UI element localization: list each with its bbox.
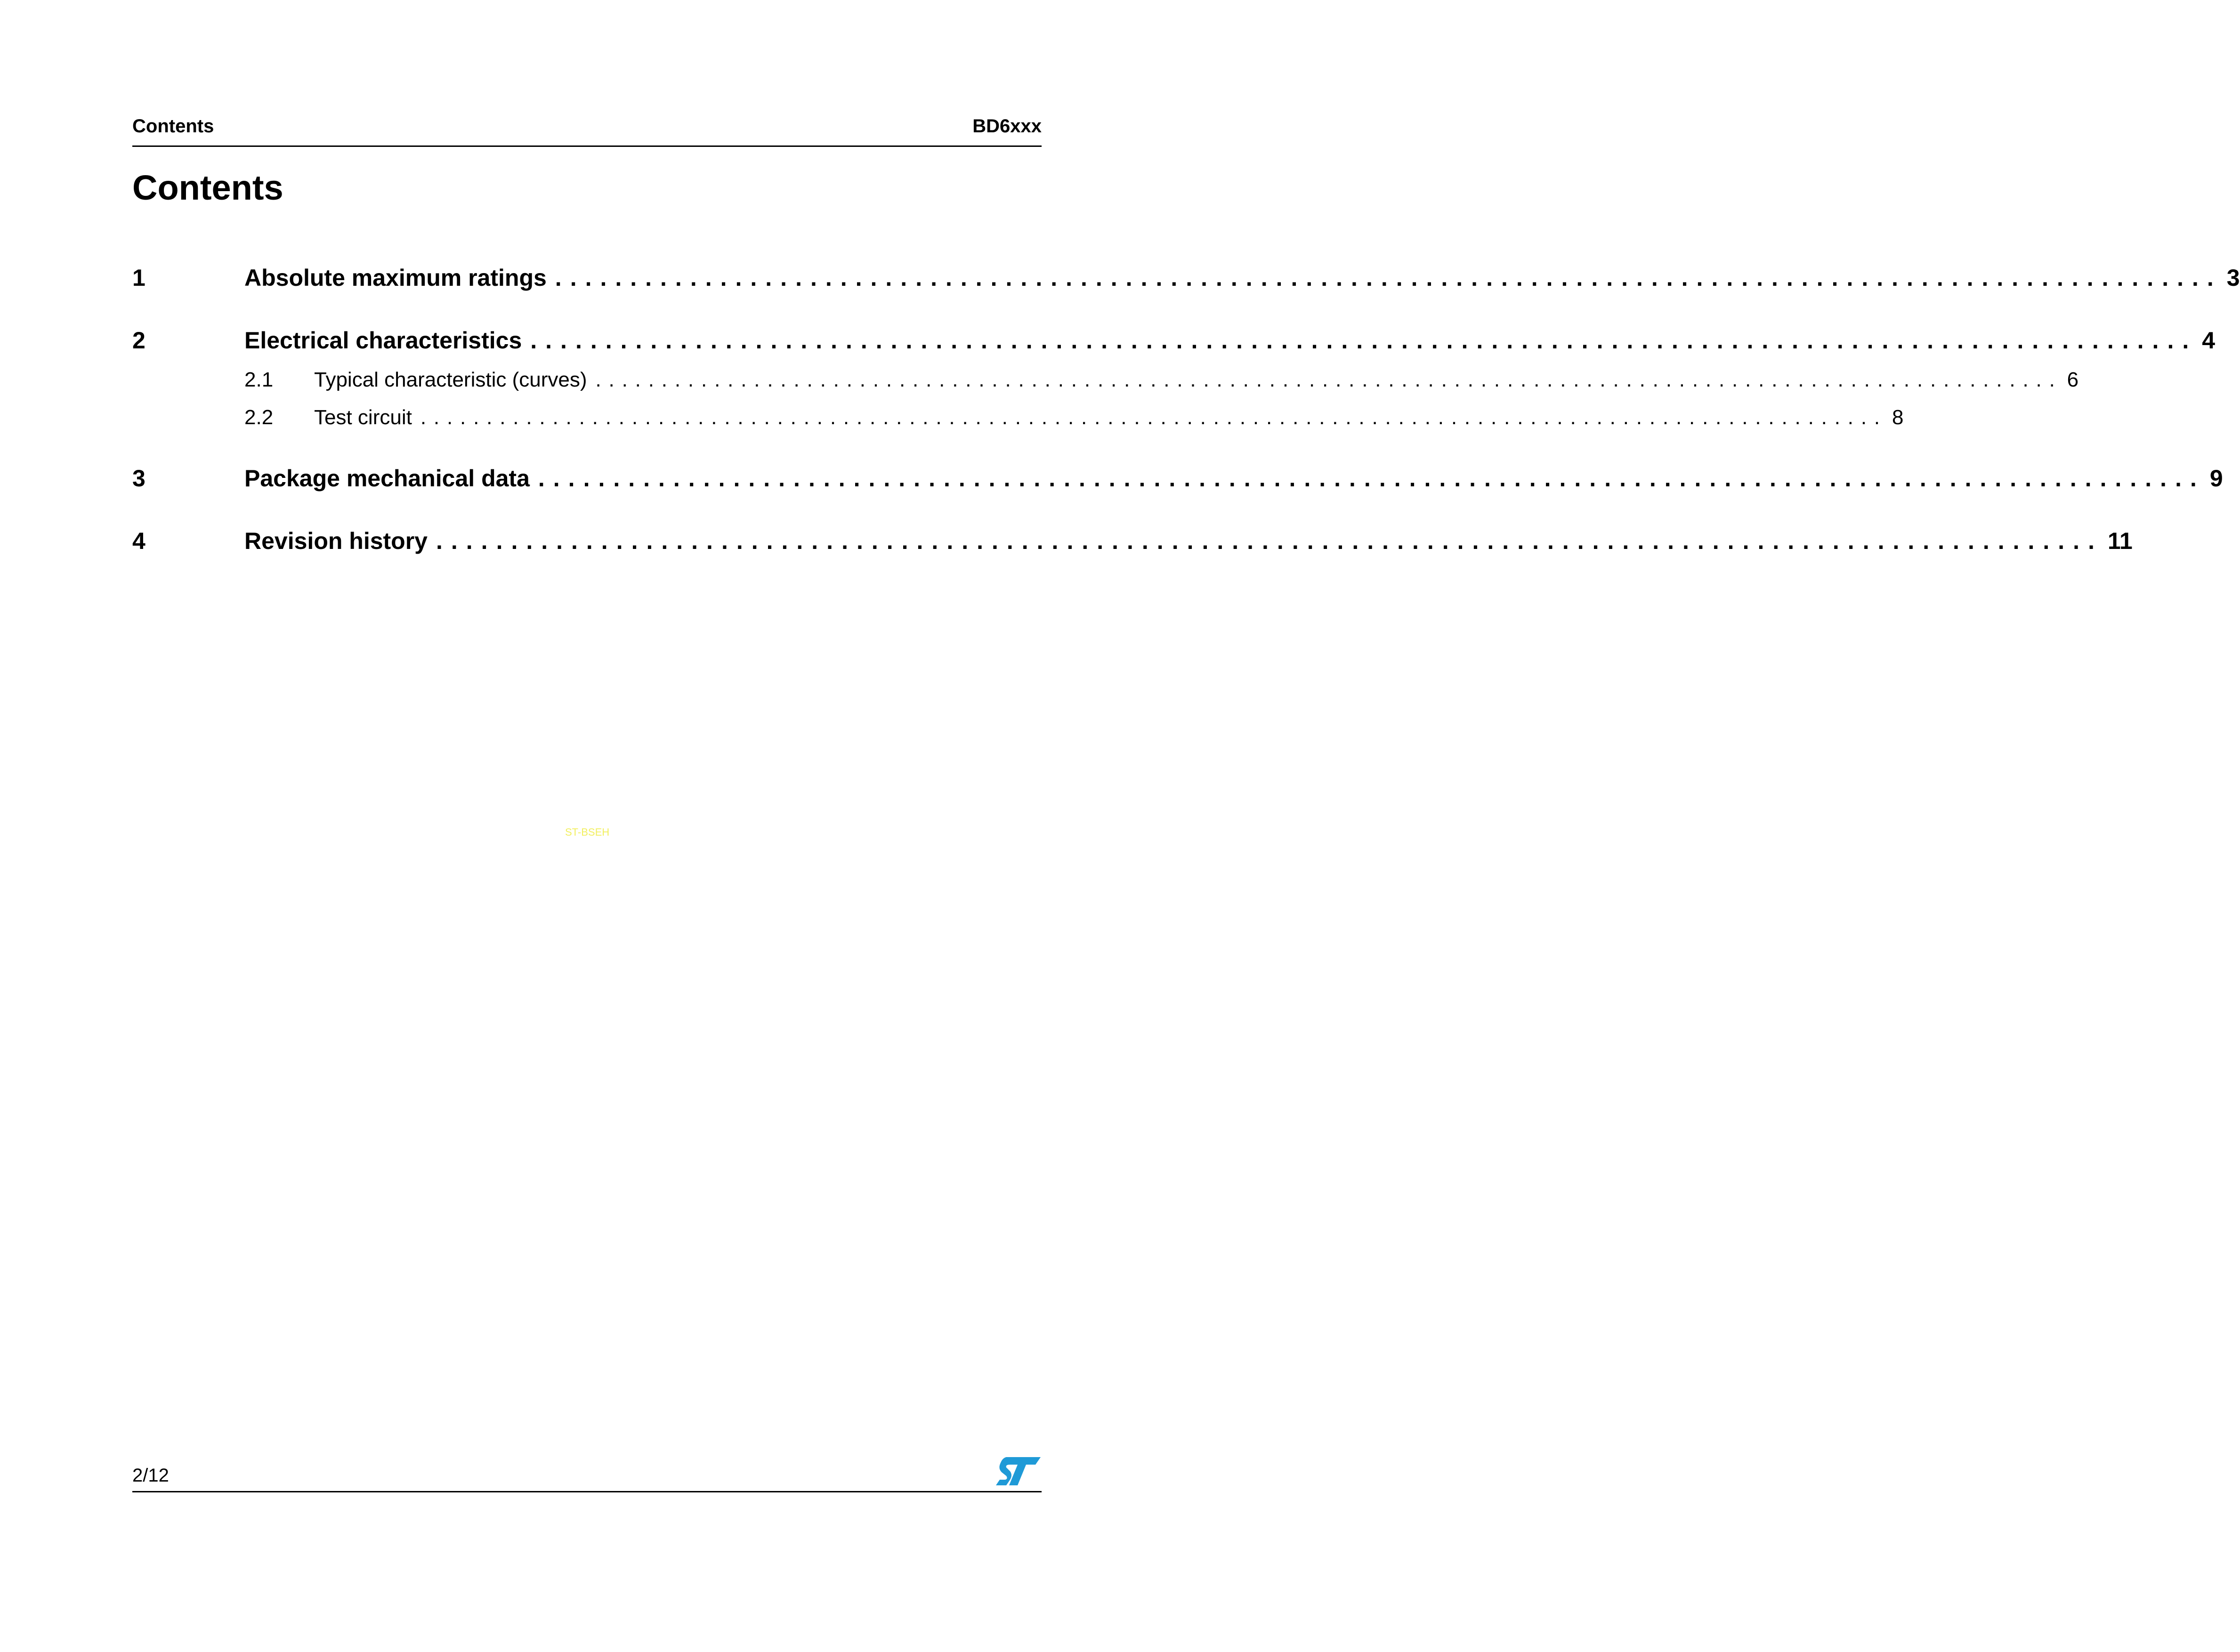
toc-leader-dots: ............................................................................................................... bbox=[530, 327, 2198, 354]
toc-entry-title: Typical characteristic (curves) bbox=[314, 368, 587, 391]
toc-entry-number: 3 bbox=[132, 465, 146, 492]
toc-entry[interactable] bbox=[132, 264, 2240, 291]
page-title: Contents bbox=[132, 168, 283, 207]
toc-entry-page: 8 bbox=[1892, 406, 1904, 429]
toc-entry-number: 2.2 bbox=[244, 406, 274, 429]
toc-entry-title: Absolute maximum ratings bbox=[244, 265, 547, 291]
footer-rule bbox=[132, 1491, 1042, 1492]
toc-entry-number: 1 bbox=[132, 265, 146, 291]
toc-entry-page: 9 bbox=[2209, 465, 2223, 492]
toc-entry[interactable] bbox=[132, 327, 2216, 354]
toc-entry-page: 11 bbox=[2107, 528, 2133, 554]
toc-entry-title: Test circuit bbox=[314, 406, 412, 429]
toc-leader-dots: ............................................................................................................... bbox=[555, 265, 2222, 291]
watermark-text: ST-BSEH bbox=[565, 826, 610, 838]
toc-entry-page: 6 bbox=[2067, 368, 2079, 391]
toc-entry[interactable] bbox=[132, 527, 2133, 555]
toc-leader-dots: ............................................................................................................... bbox=[538, 465, 2205, 492]
toc-entry[interactable] bbox=[132, 465, 2223, 492]
toc-entry-title: Revision history bbox=[244, 528, 428, 554]
header-document-name: BD6xxx bbox=[972, 116, 1042, 137]
toc-leader-dots: ............................................................................................................... bbox=[436, 528, 2103, 554]
toc-entry-title: Electrical characteristics bbox=[244, 327, 522, 354]
toc-entry-number: 2.1 bbox=[244, 368, 274, 391]
header-rule bbox=[132, 145, 1042, 147]
toc-entry[interactable] bbox=[132, 368, 2079, 392]
toc-entry-number: 4 bbox=[132, 528, 146, 554]
toc-entry-title: Package mechanical data bbox=[244, 465, 530, 492]
toc-entry-page: 3 bbox=[2226, 265, 2240, 291]
toc-entry-number: 2 bbox=[132, 327, 146, 354]
toc-entry[interactable] bbox=[132, 406, 1904, 429]
page-header bbox=[132, 113, 1042, 146]
footer-page-number: 2/12 bbox=[132, 1465, 169, 1486]
toc-leader-dots: ............................................................................................................... bbox=[420, 406, 1887, 429]
toc-leader-dots: ............................................................................................................... bbox=[595, 368, 2062, 391]
toc-entry-page: 4 bbox=[2202, 327, 2216, 354]
st-logo-icon bbox=[996, 1456, 1042, 1486]
header-section-name: Contents bbox=[132, 116, 214, 137]
